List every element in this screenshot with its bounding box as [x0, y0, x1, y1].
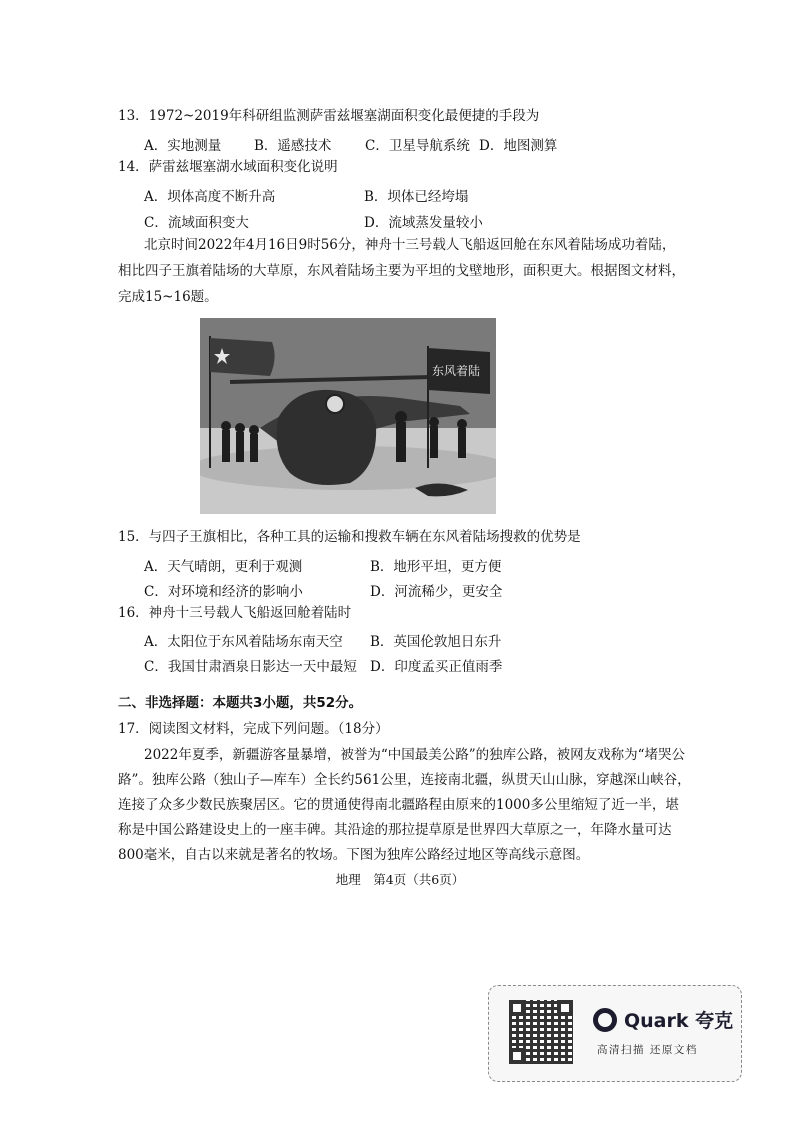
q15-option-b: B．地形平坦，更方便 [370, 559, 502, 575]
q13-option-c: C．卫星导航系统 [365, 138, 470, 154]
q13-option-a: A．实地测量 [144, 138, 222, 154]
q13-option-b: B．遥感技术 [254, 138, 332, 154]
q14-option-c: C．流域面积变大 [144, 215, 249, 231]
quark-brand-name: Quark 夸克 [624, 1010, 734, 1032]
landing-photo [200, 318, 496, 514]
q16-option-b: B．英国伦敦旭日东升 [370, 634, 502, 650]
qr-code-icon [509, 1000, 573, 1064]
q17-para-line5: 800毫米，自古以来就是著名的牧场。下图为独库公路经过地区等高线示意图。 [118, 847, 590, 863]
q15-option-a: A．天气晴朗，更利于观测 [144, 559, 303, 575]
quark-logo-icon [593, 1008, 617, 1032]
q16-stem: 16．神舟十三号载人飞船返回舱着陆时 [118, 605, 352, 621]
page-footer: 地理 第4页（共6页） [335, 872, 465, 887]
q14-option-d: D．流域蒸发量较小 [364, 215, 483, 231]
q17-para-line2: 路”。独库公路（独山子—库车）全长约561公里，连接南北疆，纵贯天山山脉，穿越深山峡谷， [118, 772, 691, 788]
q16-option-a: A．太阳位于东风着陆场东南天空 [144, 634, 343, 650]
quark-watermark [488, 985, 742, 1082]
q15-stem: 15．与四子王旗相比，各种工具的运输和搜救车辆在东风着陆场搜救的优势是 [118, 529, 581, 545]
q14-stem: 14．萨雷兹堰塞湖水域面积变化说明 [118, 159, 338, 175]
q17-para-line1: 2022年夏季，新疆游客量暴增，被誉为“中国最美公路”的独库公路，被网友戏称为“堵哭公 [144, 747, 686, 763]
landing-site-flag-text: 东风着陆 [432, 364, 481, 378]
q17-para-line4: 称是中国公路建设史上的一座丰碑。其沿途的那拉提草原是世界四大草原之一，年降水量可达 [118, 822, 672, 838]
quark-logo [593, 1006, 733, 1033]
quark-tagline: 高清扫描 还原文档 [597, 1044, 698, 1056]
q17-stem: 17．阅读图文材料，完成下列问题。（18分） [118, 721, 389, 737]
passage1-line3: 完成15~16题。 [118, 289, 218, 305]
q16-option-c: C．我国甘肃酒泉日影达一天中最短 [144, 659, 357, 675]
q14-option-b: B．坝体已经垮塌 [364, 189, 469, 205]
section2-title: 二、非选择题：本题共3小题，共52分。 [118, 695, 363, 711]
passage1-line1: 北京时间2022年4月16日9时56分，神舟十三号载人飞船返回舱在东风着陆场成功着陆， [144, 237, 676, 253]
passage1-line2: 相比四子王旗着陆场的大草原，东风着陆场主要为平坦的戈壁地形，面积更大。根据图文材料， [118, 263, 685, 279]
landing-scene [200, 318, 496, 514]
q13-option-d: D．地图测算 [479, 138, 558, 154]
q15-option-c: C．对环境和经济的影响小 [144, 584, 303, 600]
q14-option-a: A．坝体高度不断升高 [144, 189, 276, 205]
q13-stem: 13．1972~2019年科研组监测萨雷兹堰塞湖面积变化最便捷的手段为 [118, 108, 540, 124]
q16-option-d: D．印度孟买正值雨季 [370, 659, 503, 675]
q17-para-line3: 连接了众多少数民族聚居区。它的贯通使得南北疆路程由原来的1000多公里缩短了近一半，堪 [118, 797, 679, 813]
q15-option-d: D．河流稀少，更安全 [370, 584, 503, 600]
